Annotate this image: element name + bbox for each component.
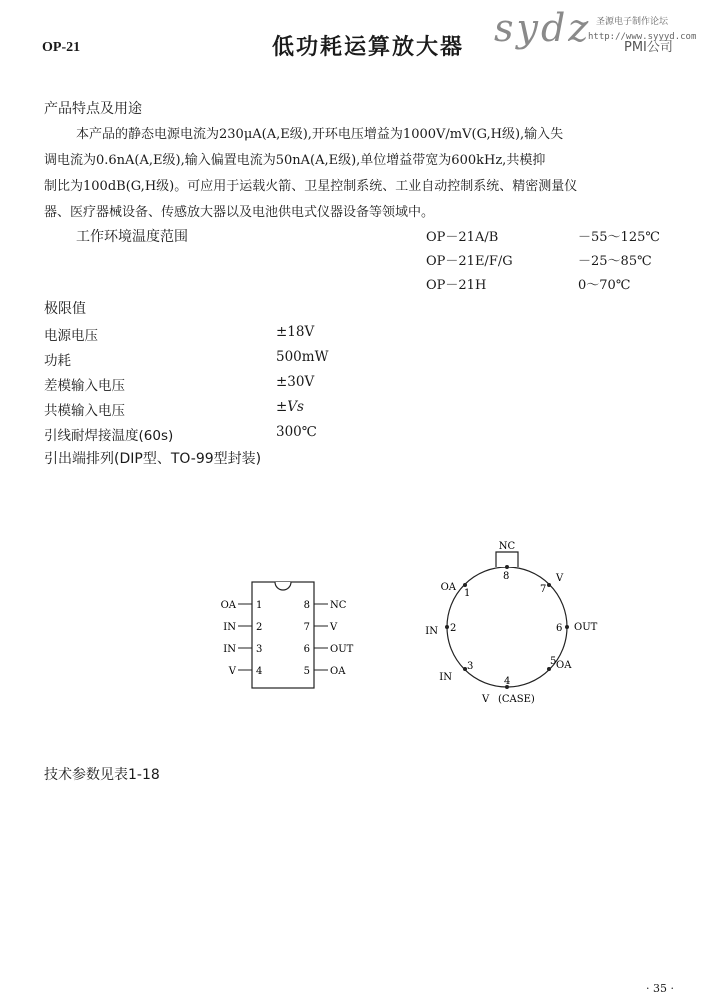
to99-pin-label: V: [482, 694, 490, 705]
temperature-model: OP－21E/F/G: [426, 254, 513, 269]
to99-pin-number: 8: [503, 571, 510, 582]
watermark-url: http://www.syyyd.com: [588, 32, 697, 42]
limit-label: 功耗: [44, 353, 71, 369]
to99-pin-number: 3: [467, 661, 474, 672]
dip-pin-number: 7: [303, 622, 310, 633]
dip-package-diagram: [196, 568, 376, 692]
to99-pin-number: 7: [540, 584, 547, 595]
to99-case-label: (CASE): [498, 694, 535, 705]
features-line: 调电流为0.6nA(A,E级),输入偏置电流为50nA(A,E级),单位增益带宽为600kHz,共模抑: [44, 153, 546, 168]
to99-pin-label: IN: [439, 672, 452, 683]
limit-value: ±18V: [276, 324, 315, 340]
temperature-model: OP－21A/B: [426, 230, 499, 245]
limit-value: 500mW: [276, 349, 329, 365]
part-code: OP-21: [42, 40, 81, 55]
limit-label: 差模输入电压: [44, 378, 125, 394]
to99-pin-number: 5: [550, 656, 557, 667]
to99-pin-number: 6: [556, 623, 563, 634]
dip-pin-label: OA: [330, 666, 346, 677]
watermark-logo: sydz: [494, 6, 592, 50]
temperature-range: －55～125℃: [578, 230, 660, 245]
to99-pin-label: OUT: [574, 622, 598, 633]
table-reference-note: 技术参数见表1-18: [44, 767, 160, 783]
dip-pin-number: 4: [256, 666, 263, 677]
to99-pin-number: 1: [464, 588, 471, 599]
dip-pin-label: OA: [220, 600, 236, 611]
dip-pin-number: 8: [303, 600, 310, 611]
dip-pin-label: OUT: [330, 644, 354, 655]
features-paragraph: [44, 122, 666, 226]
dip-pin-number: 2: [256, 622, 263, 633]
page-number: · 35 ·: [646, 982, 674, 995]
limit-value: ±Vs: [276, 399, 304, 415]
company-name: PMI公司: [624, 40, 673, 55]
to99-pin-label: OA: [556, 660, 572, 671]
features-heading: 产品特点及用途: [44, 101, 142, 117]
limit-label: 共模输入电压: [44, 403, 125, 419]
limit-label: 电源电压: [44, 328, 98, 344]
watermark-site: 圣源电子制作论坛: [596, 17, 669, 27]
to99-pin-label: V: [556, 573, 564, 584]
to99-tab-label: NC: [498, 541, 516, 552]
to99-pin-number: 4: [504, 676, 511, 687]
dip-pin-number: 3: [256, 644, 263, 655]
dip-pin-number: 1: [256, 600, 263, 611]
dip-pin-number: 5: [303, 666, 310, 677]
temperature-range: －25～85℃: [578, 254, 652, 269]
limit-label: 引线耐焊接温度(60s): [44, 428, 174, 444]
temperature-range: 0～70℃: [578, 278, 631, 293]
to99-pin-label: IN: [425, 626, 438, 637]
to99-package-diagram: [410, 530, 610, 708]
features-line: 器、医疗器械设备、传感放大器以及电池供电式仪器设备等领域中。: [44, 205, 435, 220]
dip-pin-label: IN: [223, 622, 236, 633]
dip-pin-label: V: [330, 622, 338, 633]
features-line: 制比为100dB(G,H级)。可应用于运载火箭、卫星控制系统、工业自动控制系统、精密测量仪: [44, 179, 578, 194]
pinout-heading: 引出端排列(DIP型、TO-99型封装): [44, 451, 262, 467]
limit-value: 300℃: [276, 424, 317, 440]
dip-pin-label: IN: [223, 644, 236, 655]
features-line: 本产品的静态电源电流为230μA(A,E级),开环电压增益为1000V/mV(G,H级),输入失: [76, 127, 564, 142]
limits-heading: 极限值: [44, 301, 86, 317]
to99-pin-number: 2: [450, 623, 457, 634]
dip-pin-label: NC: [330, 600, 347, 611]
temperature-label: 工作环境温度范围: [76, 229, 188, 245]
page-title: 低功耗运算放大器: [272, 35, 465, 60]
limit-value: ±30V: [276, 374, 315, 390]
temperature-model: OP－21H: [426, 278, 487, 293]
to99-pin-label: OA: [440, 582, 456, 593]
dip-pin-label: V: [228, 666, 236, 677]
to99-tab: [496, 552, 518, 567]
dip-notch: [275, 582, 291, 590]
dip-pin-number: 6: [303, 644, 310, 655]
